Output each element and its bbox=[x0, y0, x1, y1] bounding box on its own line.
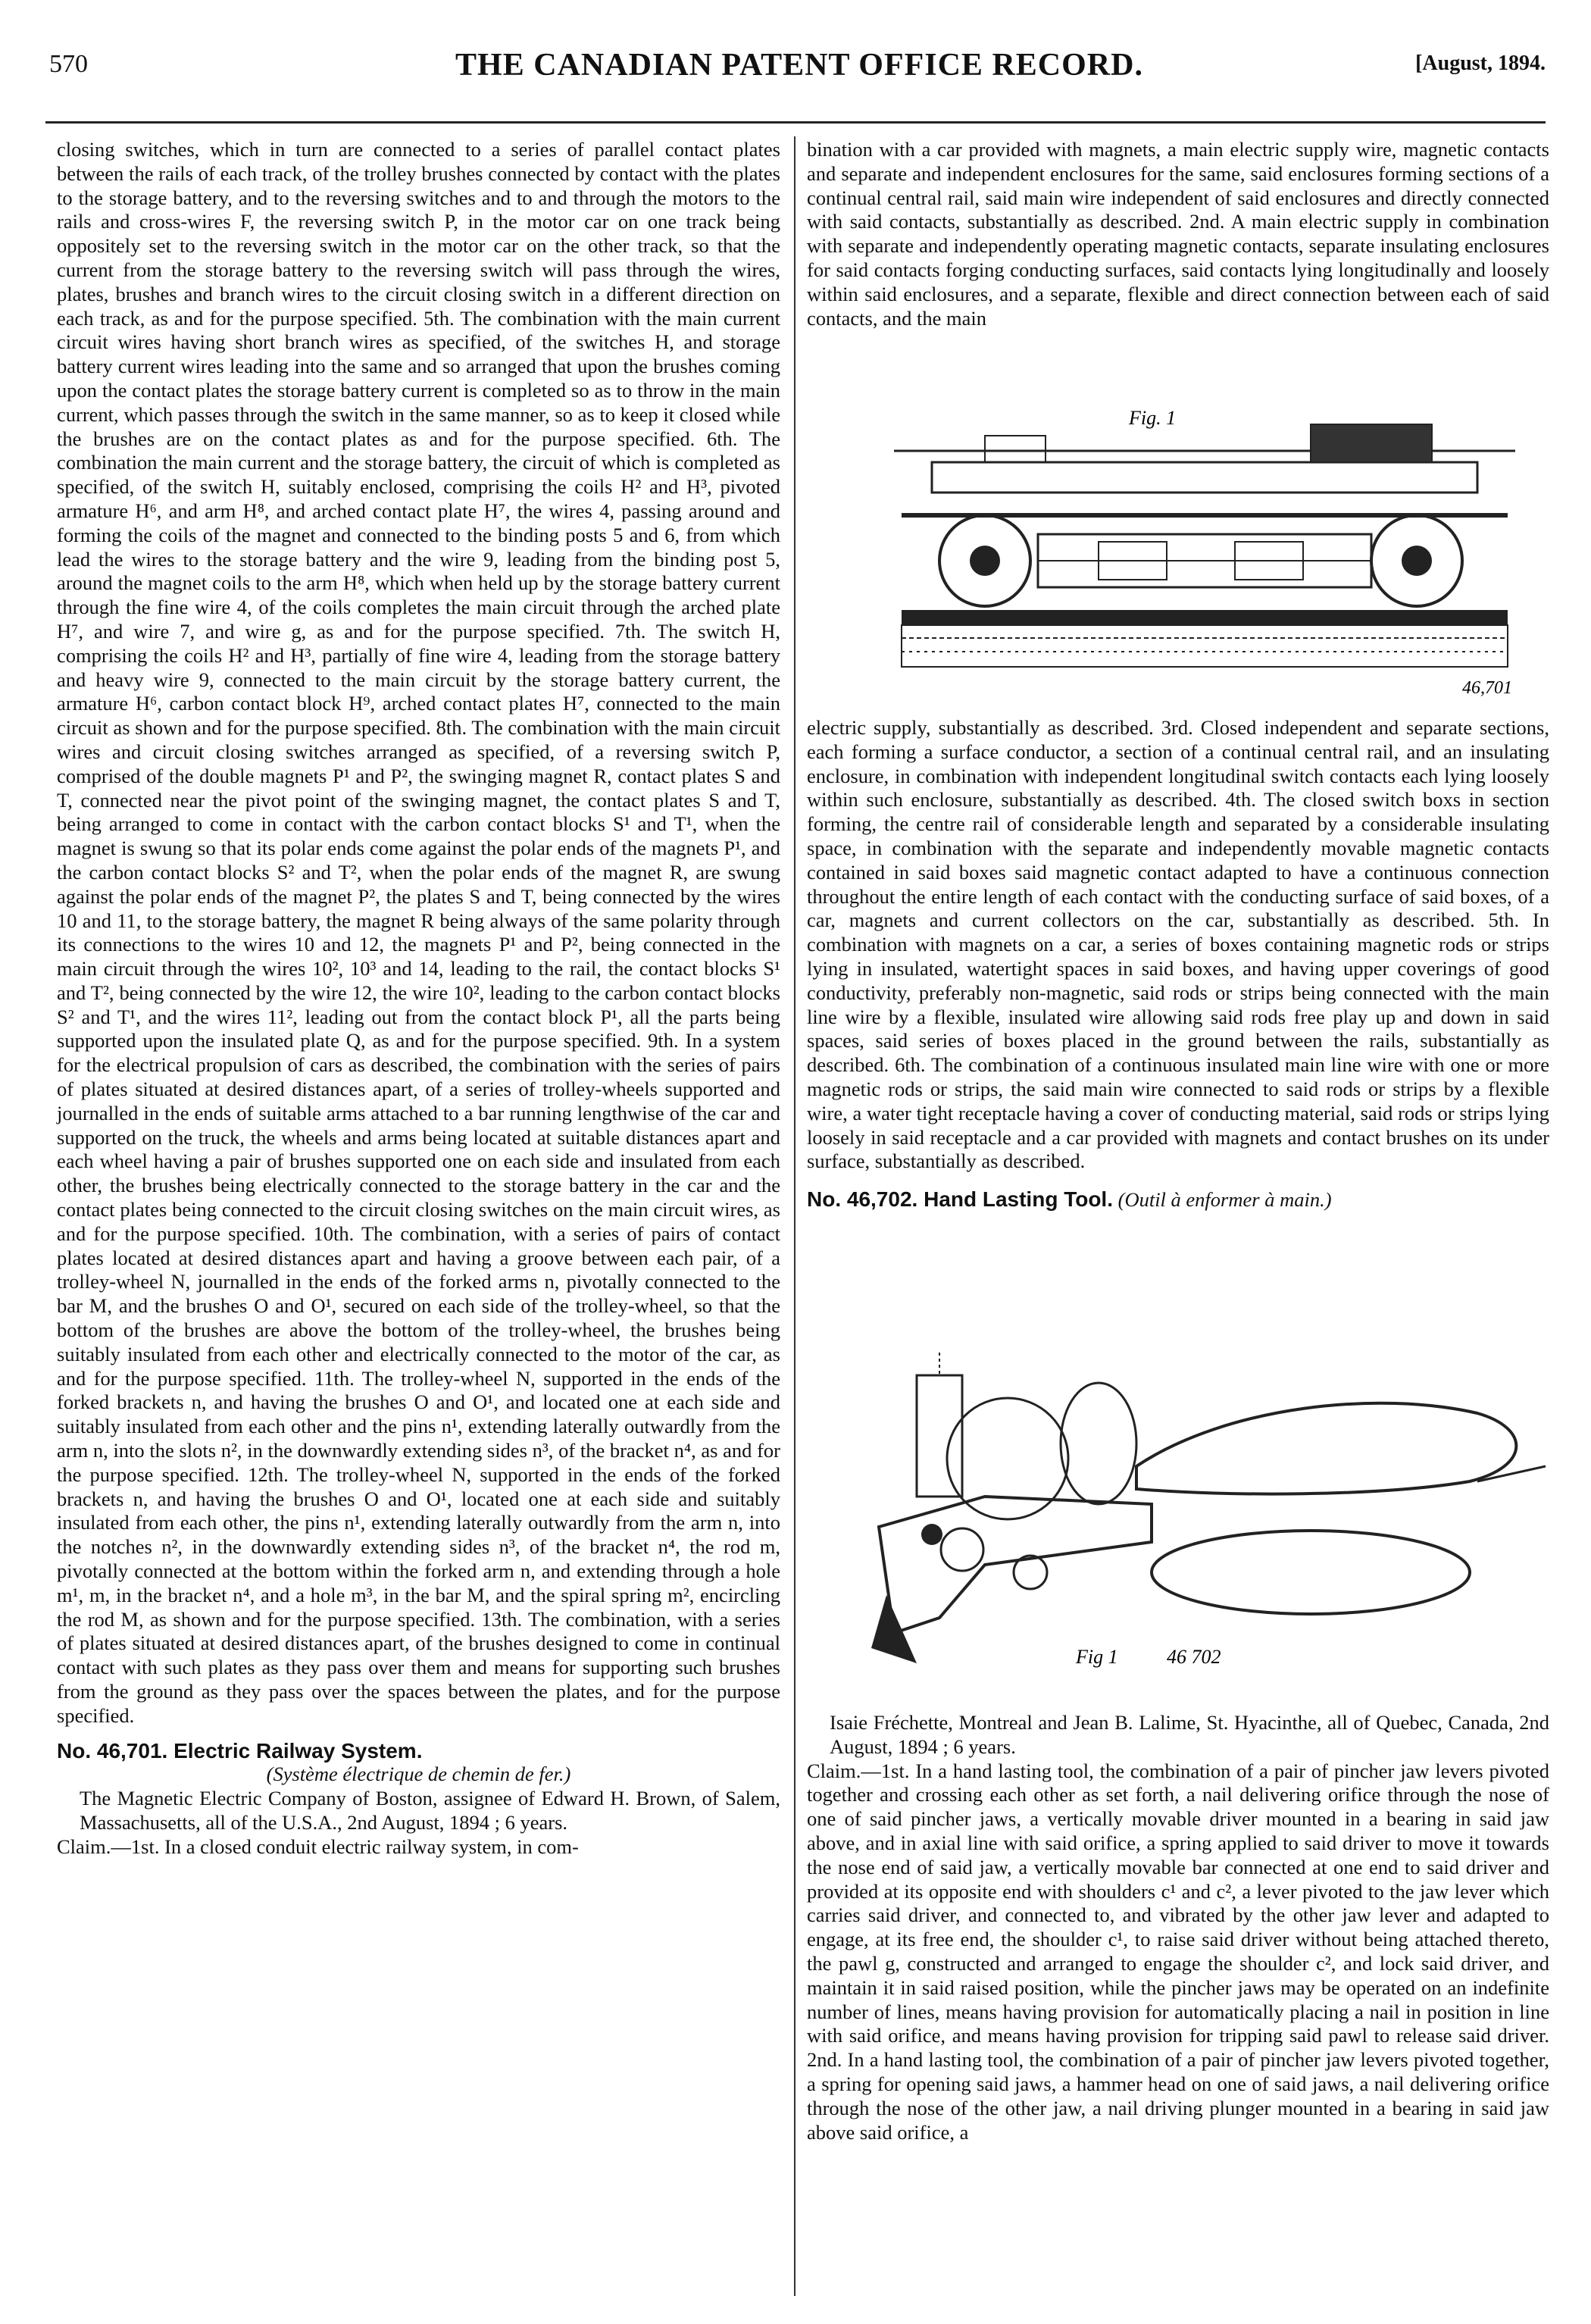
patent-46701-claims-continued: bination with a car provided with magnets, a main electric supply wire, magnetic contacts and separate and independent enclosures for the same, said enclosures forming sections of a continual central rail, said main wire independent of said enclosures and directly connected with said contacts, substantially as described. 2nd. A main electric supply in combination with separate and independently operating magnetic contacts, separate insulating enclosures for said contacts forging conducting surfaces, said contacts lying longitudinally and loosely within said enclosures, and a separate, flexible and direct connection between each of said contacts, and the main bbox=[807, 138, 1549, 330]
patent-46702-heading-line bbox=[807, 1187, 1549, 1212]
patent-46702-claims: Claim.—1st. In a hand lasting tool, the combination of a pair of pincher jaw levers pivoted together and crossing each other as set forth, a nail delivering orifice through the nose of one of said pincher jaws, a vertically movable driver mounted in a bearing in said jaw above, and in axial line with said orifice, a spring applied to said driver to move it towards the nose end of said jaw, a vertically movable bar connected at one end to said driver and provided at its opposite end with shoulders c¹ and c², a lever pivoted to the jaw lever which carries said driver, and connected to, and vibrated by the other jaw lever and adapted to engage, at its free end, the shoulder c¹, to raise said driver without being attached thereto, the pawl g, constructed and arranged to engage the shoulder c², and lock said driver, and maintain it in said raised position, while the pincher jaws may be operated on an indefinite number of lines, means having provision for automatically placing a nail in position in line with said orifice, and means having provision for tripping said pawl to release said driver. 2nd. In a hand lasting tool, the combination of a pair of pincher jaw levers pivoted together, a spring for opening said jaws, a hammer head on one of said jaws, a nail delivering orifice through the nose of the other jaw, a nail driving plunger mounted in a bearing in said jaw above said orifice, a bbox=[807, 1759, 1549, 2144]
fig1-number: 46,701 bbox=[1462, 678, 1512, 697]
electric-railway-figure bbox=[871, 394, 1538, 697]
patent-46701-assignee: The Magnetic Electric Company of Boston, assignee of Edward H. Brown, of Salem, Massachusetts, all of the U.S.A., 2nd August, 1894 ; 6 years. bbox=[80, 1787, 780, 1834]
fig1-label: Fig. 1 bbox=[1129, 407, 1177, 429]
journal-title: THE CANADIAN PATENT OFFICE RECORD. bbox=[455, 48, 1143, 83]
page-header bbox=[45, 47, 1553, 100]
patent-46701-claims-end: electric supply, substantially as described. 3rd. Closed independent and separate sections, each forming a surface conductor, a section of a continual central rail, and an insulating enclosure, in combination with independent longitudinal switch contacts each lying loosely within such enclosure, substantially as described. 4th. The closed switch boxs in section forming, the centre rail of considerable length and separated by a considerable insulating space, in combination with the separate and independently movable magnetic contacts contained in said boxes said magnetic contact adapted to have a continuous connection throughout the entire length of each contact with the conducting surface of said boxes, of a car, magnets and current collectors on the car, substantially as described. 5th. In combination with magnets on a car, a series of boxes containing magnetic rods or strips lying in insulated, watertight spaces in said boxes, and having upper coverings of good conductivity, preferably non-magnetic, said rods or strips being connected with the main line wire by a flexible, insulated wire allowing said rods free play up and down in said spaces, said series of boxes placed in the ground between the rails, substantially as described. 6th. The combination of a continuous insulated main line wire with one or more magnetic rods or strips, the said main wire connected to said rods or strips by a flexible wire, a water tight receptacle having a cover of conducting material, said rods or strips lying loosely in said receptacle and a car provided with magnets and contact brushes on its under surface, substantially as described. bbox=[807, 716, 1549, 1173]
left-column bbox=[57, 138, 780, 1860]
patent-46702-heading: No. 46,702. Hand Lasting Tool. bbox=[807, 1187, 1113, 1212]
fig2-label: Fig 1 bbox=[1076, 1646, 1118, 1668]
right-column-bottom bbox=[807, 1711, 1549, 2144]
patent-46702-subtitle: (Outil à enformer à main.) bbox=[1117, 1188, 1332, 1212]
patent-46701-heading: No. 46,701. Electric Railway System. bbox=[57, 1738, 423, 1763]
patent-46701-claim-start: Claim.—1st. In a closed conduit electric railway system, in com- bbox=[57, 1834, 579, 1858]
right-column-middle bbox=[807, 716, 1549, 1212]
page-number: 570 bbox=[49, 50, 88, 78]
patent-46701-subtitle: (Système électrique de chemin de fer.) bbox=[266, 1763, 571, 1786]
patent-46700-claims: closing switches, which in turn are connected to a series of parallel contact plates between the rails of each track, of the trolley brushes connected by contact with the plates to the storage battery, and to the reversing switches and to and through the motors to the rails and cross-wires F, the reversing switch P, in the motor car on one track being oppositely set to the reversing switch in the motor car on the other track, so that the current from the storage battery to the reversing switch will pass through the wires, plates, brushes and branch wires to the circuit closing switch in a different direction on each track, as and for the purpose specified. 5th. The combination with the main current circuit wires having short branch wires as specified, of the switches H, and storage battery current wires leading into the same and so arranged that upon the brushes coming upon the contact plates the storage battery current is completed so as to throw in the main current, which passes through the switch in the same manner, so as to keep it closed while the brushes are on the contact plates as and for the purpose specified. 6th. The combination the main current and the storage battery, the circuit of which is completed as specified, of the switch H, suitably enclosed, comprising the coils H² and H³, pivoted armature H⁶, and arm H⁸, and arched contact plate H⁷, the wires 4, passing around and forming the coils of the magnet and connected to the binding posts 5 and 6, from which lead the wires to the storage battery and the wire 9, leading from the binding post 5, around the magnet coils to the arm H⁸, which when held up by the storage battery current through the fine wire 4, of the coils completes the main circuit through the arched plate H⁷, and wire 7, and wire g, as and for the purpose specified. 7th. The switch H, comprising the coils H² and H³, partially of fine wire 4, leading from the storage battery and heavy wire 9, connected to the main circuit by the storage battery current, the armature H⁶, carbon contact block H⁹, arched contact plates H⁷, connected to the main circuit as shown and for the purpose specified. 8th. The combination with the main circuit wires and circuit closing switches arranged as specified, of a reversing switch P, comprised of the double magnets P¹ and P², the swinging magnet R, contact plates S and T, connected near the pivot point of the swinging magnet, the contact plates S and T, being arranged to come in contact with the carbon contact blocks S¹ and T¹, when the magnet is swung so that its polar ends come against the polar ends of the magnets P¹, and the carbon contact blocks S² and T², when the polar ends of the magnet R, are swung against the polar ends of the magnet P², the plates S and T, being connected by the wires 10 and 11, to the storage battery, the magnet R being always of the same polarity through its connections to the wires 10 and 12, the magnets P¹ and P², being connected in the main circuit through the wires 10², 10³ and 14, leading to the rail, the contact blocks S¹ and T², being connected by the wire 12, the wire 10², leading to the carbon contact blocks S² and T¹, and the wires 11², leading out from the contact block P¹, all the parts being supported upon the insulated plate Q, as and for the purpose specified. 9th. In a system for the electrical propulsion of cars as described, the combination with the series of pairs of plates situated at desired distances apart, of a series of trolley-wheels supported and journalled in the ends of suitable arms attached to a bar running lengthwise of the car and supported on the truck, the wheels and arms being located at suitable distances apart and each wheel having a pair of brushes supported one on each side and insulated from each other, the brushes being electrically connected to the storage battery in the car and the contact plates being connected to the circuit closing switches on the main circuit wires, as and for the purpose specified. 10th. The combination, with a series of pairs of contact plates located at desired distances apart and having a groove between each pair, of a trolley-wheel N, journalled in the ends of the forked arms n, pivotally connected to the bar M, and the brushes O and O¹, secured on each side of the trolley-wheel, so that the bottom of the brushes are above the bottom of the trolley-wheel, the brushes being suitably insulated from each other and electrically connected to the motor of the car, as and for the purpose specified. 11th. The trolley-wheel N, supported in the ends of the forked brackets n, and having the brushes O and O¹, and located one at each side and suitably insulated from each other and the pins n¹, extending laterally outwardly from the arm n, into the slots n², in the downwardly extending sides n³, of the bracket n⁴, as and for the purpose specified. 12th. The trolley-wheel N, supported in the ends of the forked brackets n, and having the brushes O and O¹, located one at each side and suitably insulated from each other, the pins n¹, extending laterally outwardly from the arm n, into the notches n², in the downwardly extending sides n³, of the bracket n⁴, the rod m, pivotally connected at the bottom within the forked arm n, and extending through a hole m¹, m, in the bracket n⁴, and a hole m³, in the bar M, and the spiral spring m², encircling the rod M, as shown and for the purpose specified. 13th. The combination, with a series of plates situated at desired distances apart, of the brushes designed to come in continual contact with such plates as they pass over them and means for supporting such brushes from the ground as they pass over the spaces between the plates, and for the purpose specified. bbox=[57, 138, 780, 1727]
right-column-top bbox=[807, 138, 1549, 330]
fig2-number: 46 702 bbox=[1167, 1646, 1221, 1668]
hand-lasting-tool-figure bbox=[849, 1345, 1553, 1694]
patent-46702-inventors: Isaie Fréchette, Montreal and Jean B. Lalime, St. Hyacinthe, all of Quebec, Canada, 2nd August, 1894 ; 6 years. bbox=[830, 1711, 1549, 1758]
issue-date: [August, 1894. bbox=[1415, 52, 1546, 75]
header-rule bbox=[45, 121, 1546, 124]
column-divider bbox=[794, 136, 796, 2296]
